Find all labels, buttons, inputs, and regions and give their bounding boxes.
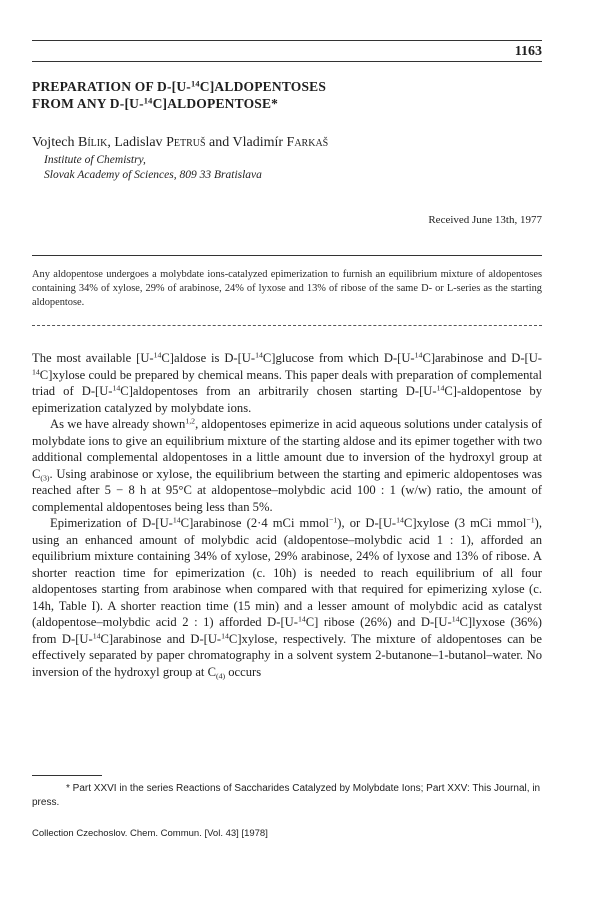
affiliation: Institute of Chemistry, Slovak Academy of Sciences, 809 33 Bratislava (44, 154, 262, 181)
header-rule-lower (32, 61, 542, 62)
page-number: 1163 (514, 44, 542, 59)
article-body (32, 350, 542, 680)
abstract: Any aldopentose undergoes a molybdate ions-catalyzed epimerization to furnish an equilibrium mixture of aldopentoses containing 34% of xylose, 29% of arabinose, 24% of lyxose and 13% of ribose of the same D- or L-series as the starting aldopentose. (32, 269, 543, 309)
footnote: * Part XXVI in the series Reactions of Saccharides Catalyzed by Molybdate Ions; Part XXV: This Journal, in press. (32, 783, 541, 808)
paragraph-2: As we have already shown$^{1,2}$, aldopentoses epimerize in acid aqueous solutions under catalysis of molybdate ions to give an equilibrium mixture of the starting aldose and its epimer together with two additional complemental aldopentoses in a little amount due to inversion of the hydroxyl group at $C_{(3)}$. Using arabinose or xylose, the equilibrium between the starting and epimeric aldopentoses was reached after 5 − 8 h at 95°C at aldopentose–molybdic acid 100 : 1 (w/w) ratio, the amount of complemental aldopentoses being less than 5%. (32, 416, 542, 514)
received-date: Received June 13th, 1977 (428, 214, 542, 226)
footnote-rule (32, 775, 102, 776)
journal-citation: Collection Czechoslov. Chem. Commun. [Vol. 43] [1978] (32, 828, 268, 839)
paragraph-3: Epimerization of D-[U-$^{14}$C]arabinose (2·4 mCi mmol$^{-1}$), or D-[U-$^{14}$C]xylose (3 mCi mmol$^{-1}$), using an enhanced amount of molybdic acid (aldopentose–molybdic acid 1 : 1), afforded an equilibrium mixture containing 34% of xylose, 29% arabinose, 24% of lyxose and 13% of ribose. A shorter reaction time for epimerization (c. 10h) is needed to reach equilibrium of all four aldopentoses starting from arabinose when compared with that required for epimerizing xylose (c. 14h, Table I). A shorter reaction time (15 min) and a lesser amount of molybdic acid as catalyst (aldopentose–molybdic acid 2 : 1) afforded D-[U-$^{14}$C] ribose (26%) and D-[U-$^{14}$C]lyxose (36%) from D-[U-$^{14}$C]arabinose and D-[U-$^{14}$C]xylose, respectively. The mixture of aldopentoses can be effectively separated by paper chromatography in a solvent system 2-butanone–1-butanol–water. No inversion of the hydroxyl group at $C_{(4)}$ occurs (32, 515, 542, 680)
author-list: Vojtech Bílik, Ladislav Petruš and Vladimír Farkaš (32, 135, 329, 150)
header-rule (32, 40, 542, 41)
article-title: PREPARATION OF D-[U-$^{14}$C]ALDOPENTOSES FROM ANY D-[U-$^{14}$C]ALDOPENTOSE* (32, 79, 327, 111)
paragraph-1: The most available [U-$^{14}$C]aldose is D-[U-$^{14}$C]glucose from which D-[U-$^{14}$C]arabinose and D-[U-$^{14}$C]xylose could be prepared by chemical means. This paper deals with preparation of complemental triad of D-[U-$^{14}$C]aldopentoses from an arbitrarily chosen starting D-[U-$^{14}$C]-aldopentose by epimerization catalyzed by molybdate ions. (32, 350, 542, 415)
abstract-top-rule (32, 255, 542, 256)
abstract-bottom-rule (32, 325, 542, 326)
